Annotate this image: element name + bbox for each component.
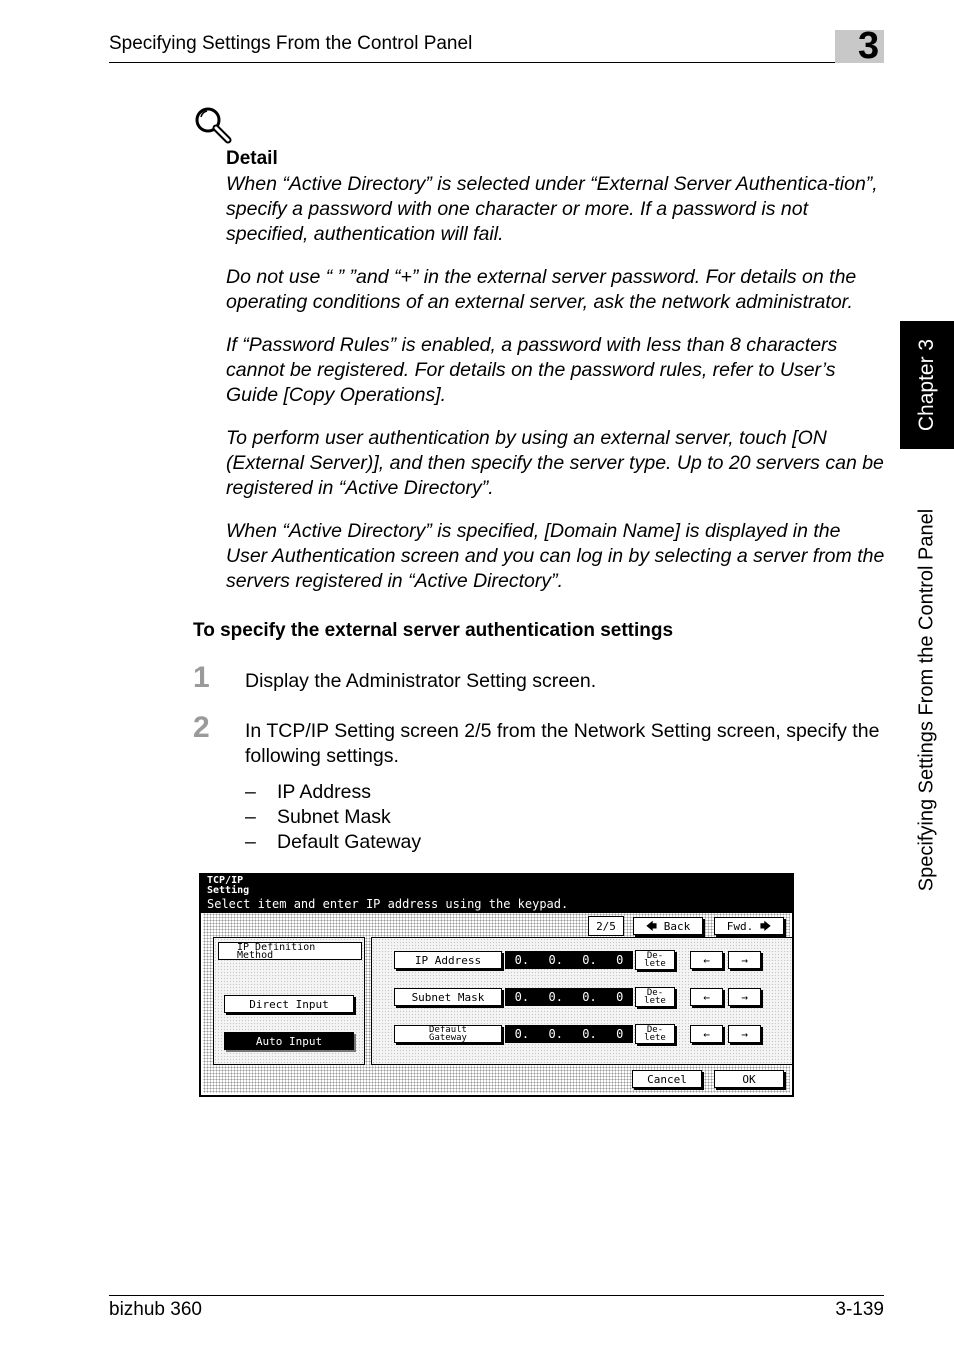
detail-paragraph: If “Password Rules” is enabled, a password with less than 8 characters cannot be registered. For details on the password rules, refer to User’s Guide [Copy Operations]. bbox=[226, 334, 838, 406]
subnet-mask-value: 0. 0. 0. 0 bbox=[505, 988, 633, 1006]
section-side-tab-label: Specifying Settings From the Control Panel bbox=[915, 508, 938, 892]
ip-method-panel bbox=[213, 937, 365, 1065]
step-number: 1 bbox=[193, 661, 210, 694]
ip-method-label: IP Definition Method bbox=[218, 942, 362, 960]
list-item: – IP Address bbox=[245, 781, 371, 803]
screen-title-bar bbox=[201, 875, 792, 913]
chapter-number: 3 bbox=[858, 25, 880, 67]
header-rule bbox=[109, 62, 884, 63]
default-gateway-value: 0. 0. 0. 0 bbox=[505, 1025, 633, 1043]
ip-address-button[interactable]: IP Address bbox=[394, 951, 502, 969]
screen-title: TCP/IP Setting bbox=[207, 875, 250, 896]
default-gateway-delete-button[interactable]: De- lete bbox=[635, 1024, 675, 1044]
footer-product-name: bizhub 360 bbox=[109, 1299, 202, 1320]
chapter-side-tab bbox=[900, 321, 954, 449]
detail-paragraph: Do not use “ ” ”and “+” in the external server password. For details on the operating conditions of an external server, ask the network administrator. bbox=[226, 266, 857, 313]
page-header-title: Specifying Settings From the Control Panel bbox=[109, 33, 473, 54]
detail-paragraph: When “Active Directory” is selected under “External Server Authentica-tion”, specify a password with one character or more. If a password is not specified, authentication will fail. bbox=[226, 173, 878, 245]
ip-settings-panel bbox=[371, 937, 793, 1065]
subnet-mask-right-arrow-icon[interactable]: → bbox=[728, 988, 761, 1006]
auto-input-button[interactable]: Auto Input bbox=[224, 1032, 354, 1050]
default-gateway-button[interactable]: Default Gateway bbox=[394, 1025, 502, 1043]
step-text: In TCP/IP Setting screen 2/5 from the Network Setting screen, specify the following settings. bbox=[245, 720, 880, 767]
screen-body bbox=[203, 913, 790, 1093]
ip-address-left-arrow-icon[interactable]: ← bbox=[690, 951, 723, 969]
detail-label: Detail bbox=[226, 148, 278, 169]
tcpip-setting-screen bbox=[199, 873, 794, 1097]
default-gateway-right-arrow-icon[interactable]: → bbox=[728, 1025, 761, 1043]
magnifier-icon bbox=[193, 105, 233, 145]
forward-arrow-icon: 🡆 bbox=[753, 919, 772, 933]
step-text: Display the Administrator Setting screen. bbox=[245, 670, 597, 692]
subnet-mask-left-arrow-icon[interactable]: ← bbox=[690, 988, 723, 1006]
list-item: – Default Gateway bbox=[245, 831, 422, 853]
subnet-mask-button[interactable]: Subnet Mask bbox=[394, 988, 502, 1006]
list-item: – Subnet Mask bbox=[245, 806, 391, 828]
detail-paragraph: To perform user authentication by using an external server, touch [ON (External Server)], and then specify the server type. Up to 20 servers can be registered in “Active Directory”. bbox=[226, 427, 884, 499]
page-indicator: 2/5 bbox=[588, 916, 624, 936]
ip-address-delete-button[interactable]: De- lete bbox=[635, 950, 675, 970]
forward-button[interactable]: Fwd. 🡆 bbox=[714, 917, 784, 935]
screen-instruction: Select item and enter IP address using the keypad. bbox=[207, 897, 569, 911]
ip-address-right-arrow-icon[interactable]: → bbox=[728, 951, 761, 969]
default-gateway-left-arrow-icon[interactable]: ← bbox=[690, 1025, 723, 1043]
cancel-button[interactable]: Cancel bbox=[632, 1070, 702, 1088]
procedure-heading: To specify the external server authentication settings bbox=[193, 620, 674, 641]
footer-page-number: 3-139 bbox=[835, 1299, 884, 1320]
detail-paragraph: When “Active Directory” is specified, [Domain Name] is displayed in the User Authentication screen and you can log in by selecting a server from the servers registered in “Active Directory”. bbox=[226, 520, 885, 592]
step-number: 2 bbox=[193, 711, 210, 744]
chapter-side-tab-label: Chapter 3 bbox=[915, 338, 938, 432]
subnet-mask-delete-button[interactable]: De- lete bbox=[635, 987, 675, 1007]
ip-address-value: 0. 0. 0. 0 bbox=[505, 951, 633, 969]
ok-button[interactable]: OK bbox=[714, 1070, 784, 1088]
back-arrow-icon: 🡄 bbox=[645, 919, 664, 933]
footer-rule bbox=[109, 1295, 884, 1296]
back-button[interactable]: 🡄 Back bbox=[633, 917, 703, 935]
direct-input-button[interactable]: Direct Input bbox=[224, 995, 354, 1013]
